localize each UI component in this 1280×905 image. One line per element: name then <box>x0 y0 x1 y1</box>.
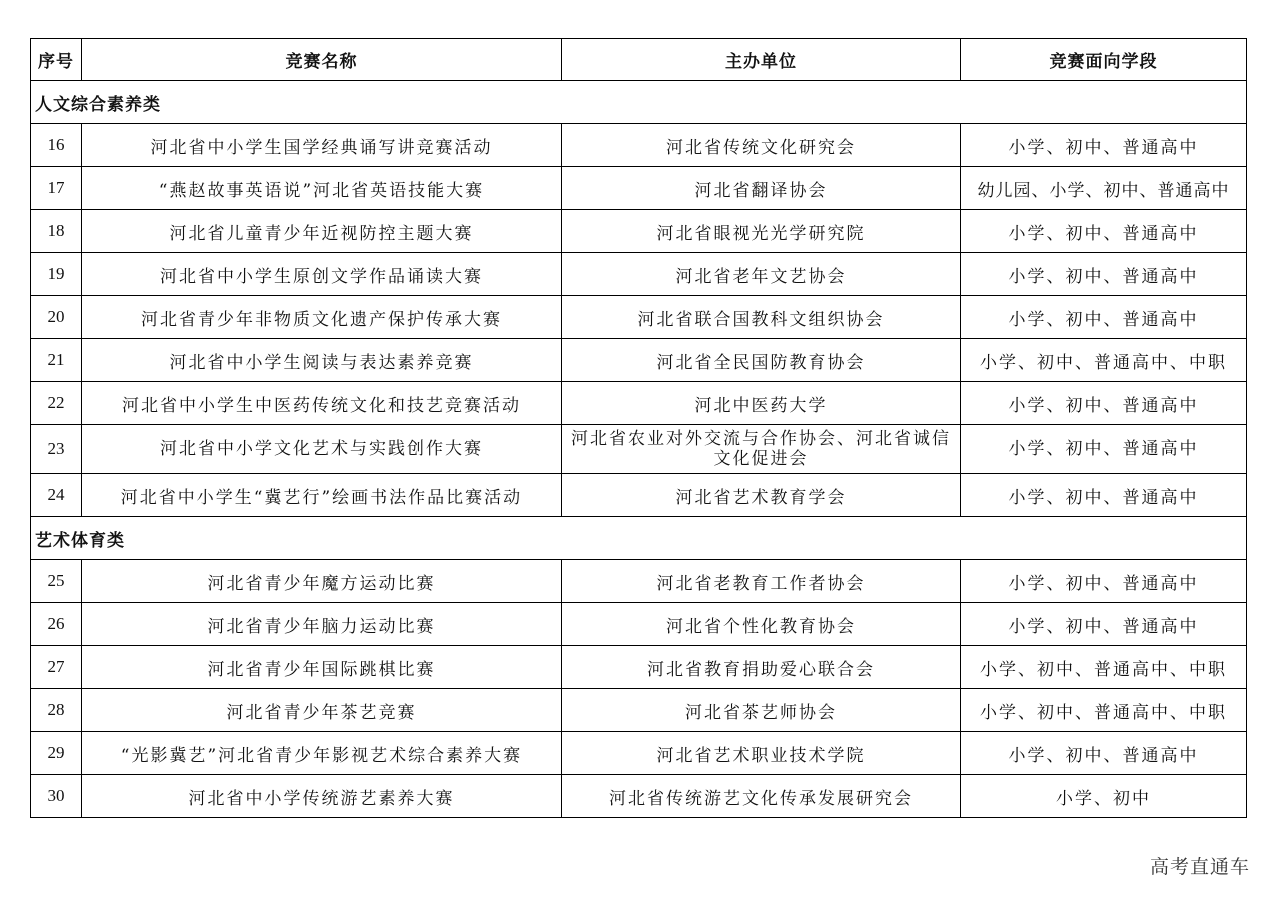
row-school-stage: 小学、初中、普通高中 <box>961 603 1247 646</box>
row-competition-name: 河北省青少年非物质文化遗产保护传承大赛 <box>82 296 562 339</box>
row-organizer: 河北省联合国教科文组织协会 <box>562 296 961 339</box>
table-row <box>31 474 1247 517</box>
row-organizer: 河北省艺术教育学会 <box>562 474 961 517</box>
row-organizer: 河北省全民国防教育协会 <box>562 339 961 382</box>
row-organizer: 河北省艺术职业技术学院 <box>562 732 961 775</box>
row-serial: 20 <box>31 296 82 339</box>
row-organizer: 河北省教育捐助爱心联合会 <box>562 646 961 689</box>
row-competition-name: “燕赵故事英语说”河北省英语技能大赛 <box>82 167 562 210</box>
row-competition-name: 河北省中小学生国学经典诵写讲竞赛活动 <box>82 124 562 167</box>
row-organizer: 河北省农业对外交流与合作协会、河北省诚信文化促进会 <box>562 425 961 474</box>
row-serial: 19 <box>31 253 82 296</box>
row-competition-name: “光影冀艺”河北省青少年影视艺术综合素养大赛 <box>82 732 562 775</box>
row-school-stage: 小学、初中 <box>961 775 1247 818</box>
watermark-text: 高考直通车 <box>1149 856 1250 878</box>
row-serial: 26 <box>31 603 82 646</box>
row-serial: 23 <box>31 425 82 474</box>
table-row <box>31 775 1247 818</box>
row-serial: 18 <box>31 210 82 253</box>
table-row <box>31 339 1247 382</box>
header-serial: 序号 <box>31 39 82 81</box>
row-competition-name: 河北省中小学生“冀艺行”绘画书法作品比赛活动 <box>82 474 562 517</box>
table-row <box>31 253 1247 296</box>
row-school-stage: 小学、初中、普通高中 <box>961 210 1247 253</box>
row-school-stage: 小学、初中、普通高中、中职 <box>961 646 1247 689</box>
row-school-stage: 小学、初中、普通高中 <box>961 732 1247 775</box>
row-school-stage: 小学、初中、普通高中、中职 <box>961 689 1247 732</box>
row-school-stage: 小学、初中、普通高中 <box>961 253 1247 296</box>
row-serial: 27 <box>31 646 82 689</box>
table-row <box>31 646 1247 689</box>
row-organizer: 河北省老教育工作者协会 <box>562 560 961 603</box>
row-serial: 16 <box>31 124 82 167</box>
row-organizer: 河北省眼视光光学研究院 <box>562 210 961 253</box>
table-row <box>31 210 1247 253</box>
row-school-stage: 小学、初中、普通高中 <box>961 124 1247 167</box>
row-competition-name: 河北省中小学传统游艺素养大赛 <box>82 775 562 818</box>
table-row <box>31 732 1247 775</box>
row-organizer: 河北省传统游艺文化传承发展研究会 <box>562 775 961 818</box>
table-row <box>31 124 1247 167</box>
row-competition-name: 河北省中小学生阅读与表达素养竞赛 <box>82 339 562 382</box>
category-row <box>31 81 1247 124</box>
table-row <box>31 425 1247 474</box>
row-serial: 28 <box>31 689 82 732</box>
row-competition-name: 河北省青少年国际跳棋比赛 <box>82 646 562 689</box>
row-serial: 21 <box>31 339 82 382</box>
row-competition-name: 河北省儿童青少年近视防控主题大赛 <box>82 210 562 253</box>
table-row <box>31 382 1247 425</box>
header-school-stage: 竞赛面向学段 <box>961 39 1247 81</box>
competition-table <box>30 38 1247 818</box>
row-organizer: 河北省传统文化研究会 <box>562 124 961 167</box>
row-organizer: 河北省老年文艺协会 <box>562 253 961 296</box>
row-serial: 29 <box>31 732 82 775</box>
header-organizer: 主办单位 <box>562 39 961 81</box>
table-row <box>31 603 1247 646</box>
row-school-stage: 小学、初中、普通高中 <box>961 382 1247 425</box>
row-school-stage: 小学、初中、普通高中、中职 <box>961 339 1247 382</box>
header-competition-name: 竞赛名称 <box>82 39 562 81</box>
category-row <box>31 517 1247 560</box>
row-school-stage: 幼儿园、小学、初中、普通高中 <box>961 167 1247 210</box>
row-serial: 25 <box>31 560 82 603</box>
row-organizer: 河北省茶艺师协会 <box>562 689 961 732</box>
row-school-stage: 小学、初中、普通高中 <box>961 560 1247 603</box>
row-school-stage: 小学、初中、普通高中 <box>961 425 1247 474</box>
row-competition-name: 河北省青少年茶艺竞赛 <box>82 689 562 732</box>
row-school-stage: 小学、初中、普通高中 <box>961 296 1247 339</box>
table-row <box>31 167 1247 210</box>
table-row <box>31 689 1247 732</box>
row-serial: 30 <box>31 775 82 818</box>
table-header-row <box>31 39 1247 81</box>
row-competition-name: 河北省青少年魔方运动比赛 <box>82 560 562 603</box>
row-competition-name: 河北省中小学文化艺术与实践创作大赛 <box>82 425 562 474</box>
row-school-stage: 小学、初中、普通高中 <box>961 474 1247 517</box>
row-competition-name: 河北省青少年脑力运动比赛 <box>82 603 562 646</box>
row-serial: 17 <box>31 167 82 210</box>
table-row <box>31 296 1247 339</box>
row-organizer: 河北省个性化教育协会 <box>562 603 961 646</box>
table-row <box>31 560 1247 603</box>
row-competition-name: 河北省中小学生原创文学作品诵读大赛 <box>82 253 562 296</box>
row-organizer: 河北中医药大学 <box>562 382 961 425</box>
row-serial: 22 <box>31 382 82 425</box>
row-serial: 24 <box>31 474 82 517</box>
category-humanities: 人文综合素养类 <box>31 81 1247 124</box>
row-organizer: 河北省翻译协会 <box>562 167 961 210</box>
row-competition-name: 河北省中小学生中医药传统文化和技艺竞赛活动 <box>82 382 562 425</box>
category-arts-sports: 艺术体育类 <box>31 517 1247 560</box>
